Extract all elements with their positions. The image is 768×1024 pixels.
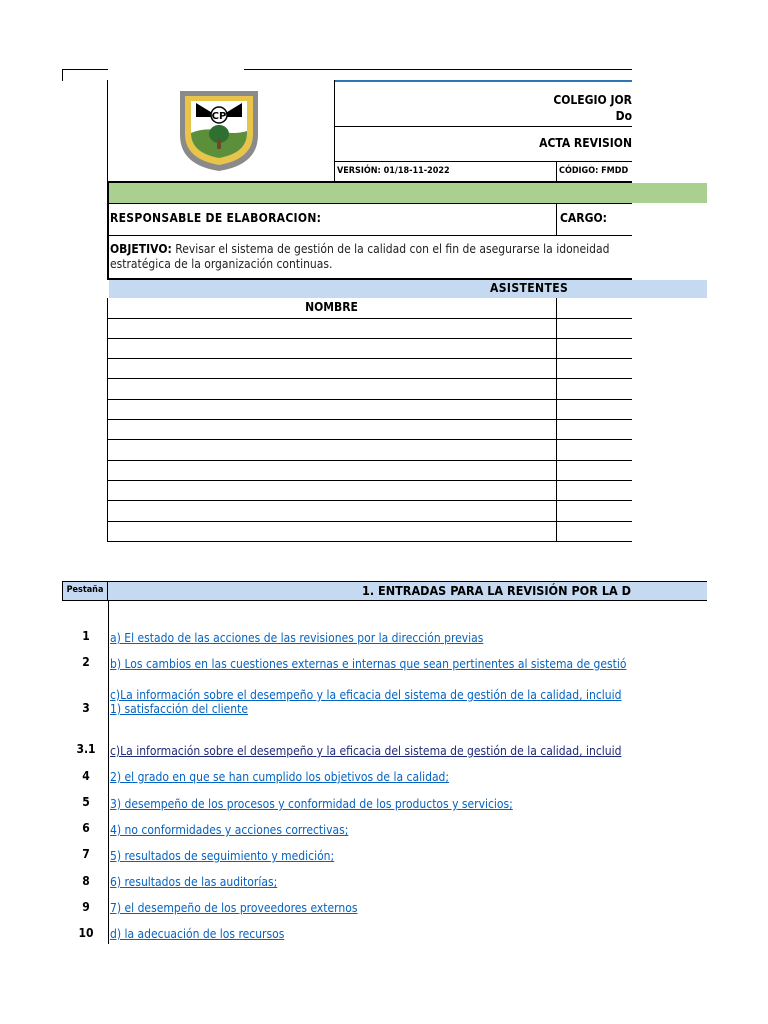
top-rule-left [62, 69, 108, 70]
header-row-line-1 [335, 126, 632, 127]
item-tab-number: 9 [82, 900, 90, 914]
attendee-row-line [107, 480, 632, 481]
attendee-other-cell[interactable] [559, 463, 631, 479]
attendees-header: ASISTENTES [490, 281, 569, 295]
item-tab-number: 1 [82, 629, 90, 643]
responsable-row-bottom [107, 235, 632, 236]
form-border-left [107, 182, 109, 279]
attendee-other-cell[interactable] [559, 361, 631, 377]
attendee-other-cell[interactable] [559, 483, 631, 499]
name-column-header: NOMBRE [305, 300, 358, 314]
attendee-name-cell[interactable] [110, 381, 554, 397]
item-link[interactable]: c)La información sobre el desempeño y la eficacia del sistema de gestión de la calidad, incluid [110, 744, 622, 758]
document-title: ACTA REVISION [539, 136, 632, 150]
item-link[interactable]: 5) resultados de seguimiento y medición; [110, 849, 335, 863]
item-link[interactable]: 7) el desempeño de los proveedores externos [110, 901, 358, 915]
objective-text [110, 242, 632, 272]
item-link[interactable]: d) la adecuación de los recursos [110, 927, 285, 941]
cargo-label: CARGO: [560, 211, 607, 225]
attendee-row-line [107, 460, 632, 461]
item-link[interactable]: 4) no conformidades y acciones correctivas; [110, 823, 349, 837]
item-tab-number: 6 [82, 821, 90, 835]
attendee-row-line [107, 521, 632, 522]
top-rule-tick [62, 69, 63, 81]
version-code-divider [556, 161, 557, 182]
svg-text:CP: CP [211, 111, 227, 122]
attendee-name-cell[interactable] [110, 402, 554, 418]
item-tab-number: 5 [82, 795, 90, 809]
item-link[interactable]: b) Los cambios en las cuestiones externas e internas que sean pertinentes al sistema de gestió [110, 657, 627, 671]
green-band-bottom [107, 203, 632, 204]
attendee-row-line [107, 318, 632, 319]
attendee-row-line [107, 358, 632, 359]
header-divider [334, 80, 335, 182]
attendee-name-cell[interactable] [110, 503, 554, 519]
item-tab-number: 3 [82, 701, 90, 715]
attendees-border-left [107, 298, 108, 542]
header-border-left [107, 80, 108, 182]
item-tab-number: 7 [82, 847, 90, 861]
attendee-other-cell[interactable] [559, 381, 631, 397]
code-label: CÓDIGO: FMDD [559, 166, 629, 176]
attendees-column-divider [556, 298, 557, 542]
item-link[interactable]: 2) el grado en que se han cumplido los objetivos de la calidad; [110, 770, 450, 784]
attendee-row-line [107, 378, 632, 379]
attendee-row-line [107, 419, 632, 420]
attendee-name-cell[interactable] [110, 422, 554, 438]
attendee-row-line [107, 500, 632, 501]
attendee-name-cell[interactable] [110, 361, 554, 377]
attendee-other-cell[interactable] [559, 442, 631, 458]
item-tab-number: 3.1 [76, 742, 96, 756]
item-link[interactable]: 3) desempeño de los procesos y conformidad de los productos y servicios; [110, 797, 513, 811]
attendee-other-cell[interactable] [559, 524, 631, 540]
school-logo [176, 87, 262, 173]
attendee-row-line [107, 399, 632, 400]
attendee-row-line [107, 338, 632, 339]
school-crest-icon [176, 87, 262, 173]
cargo-divider [556, 203, 557, 235]
attendee-name-cell[interactable] [110, 321, 554, 337]
attendee-other-cell[interactable] [559, 503, 631, 519]
attendee-name-cell[interactable] [110, 442, 554, 458]
objective-body: Revisar el sistema de gestión de la calidad con el fin de asegurarse la idoneidad [171, 242, 610, 256]
attendee-name-cell[interactable] [110, 483, 554, 499]
attendee-name-cell[interactable] [110, 341, 554, 357]
attendee-name-cell[interactable] [110, 463, 554, 479]
school-name: COLEGIO JOR [553, 93, 632, 107]
attendee-other-cell[interactable] [559, 341, 631, 357]
green-band [109, 183, 707, 203]
attendees-band [109, 280, 707, 298]
item-tab-number: 8 [82, 874, 90, 888]
school-name-sub: Do [615, 109, 632, 123]
responsable-label: RESPONSABLE DE ELABORACION: [110, 211, 322, 225]
item-tab-number: 4 [82, 769, 90, 783]
item-tab-number: 2 [82, 655, 90, 669]
attendee-name-cell[interactable] [110, 524, 554, 540]
attendee-row-line [107, 541, 632, 542]
section-title: 1. ENTRADAS PARA LA REVISIÓN POR LA D [362, 583, 631, 598]
attendee-other-cell[interactable] [559, 422, 631, 438]
item-tab-number: 10 [78, 926, 94, 940]
item-link[interactable]: 6) resultados de las auditorías; [110, 875, 278, 889]
objective-label: OBJETIVO: [110, 242, 172, 256]
header-top-accent [335, 80, 632, 82]
item-link[interactable]: c)La información sobre el desempeño y la eficacia del sistema de gestión de la calidad, incluid [110, 688, 622, 702]
attendee-other-cell[interactable] [559, 321, 631, 337]
version-label: VERSIÓN: 01/18-11-2022 [337, 166, 450, 176]
item-link[interactable]: a) El estado de las acciones de las revisiones por la dirección previas [110, 631, 484, 645]
attendee-other-cell[interactable] [559, 402, 631, 418]
header-row-line-2 [335, 161, 632, 162]
attendee-row-line [107, 439, 632, 440]
top-rule-right [244, 69, 632, 70]
pestana-label: Pestaña [66, 585, 104, 595]
objective-line2: estratégica de la organización continuas. [110, 257, 333, 271]
item-link-subline[interactable]: 1) satisfacción del cliente [110, 702, 248, 716]
